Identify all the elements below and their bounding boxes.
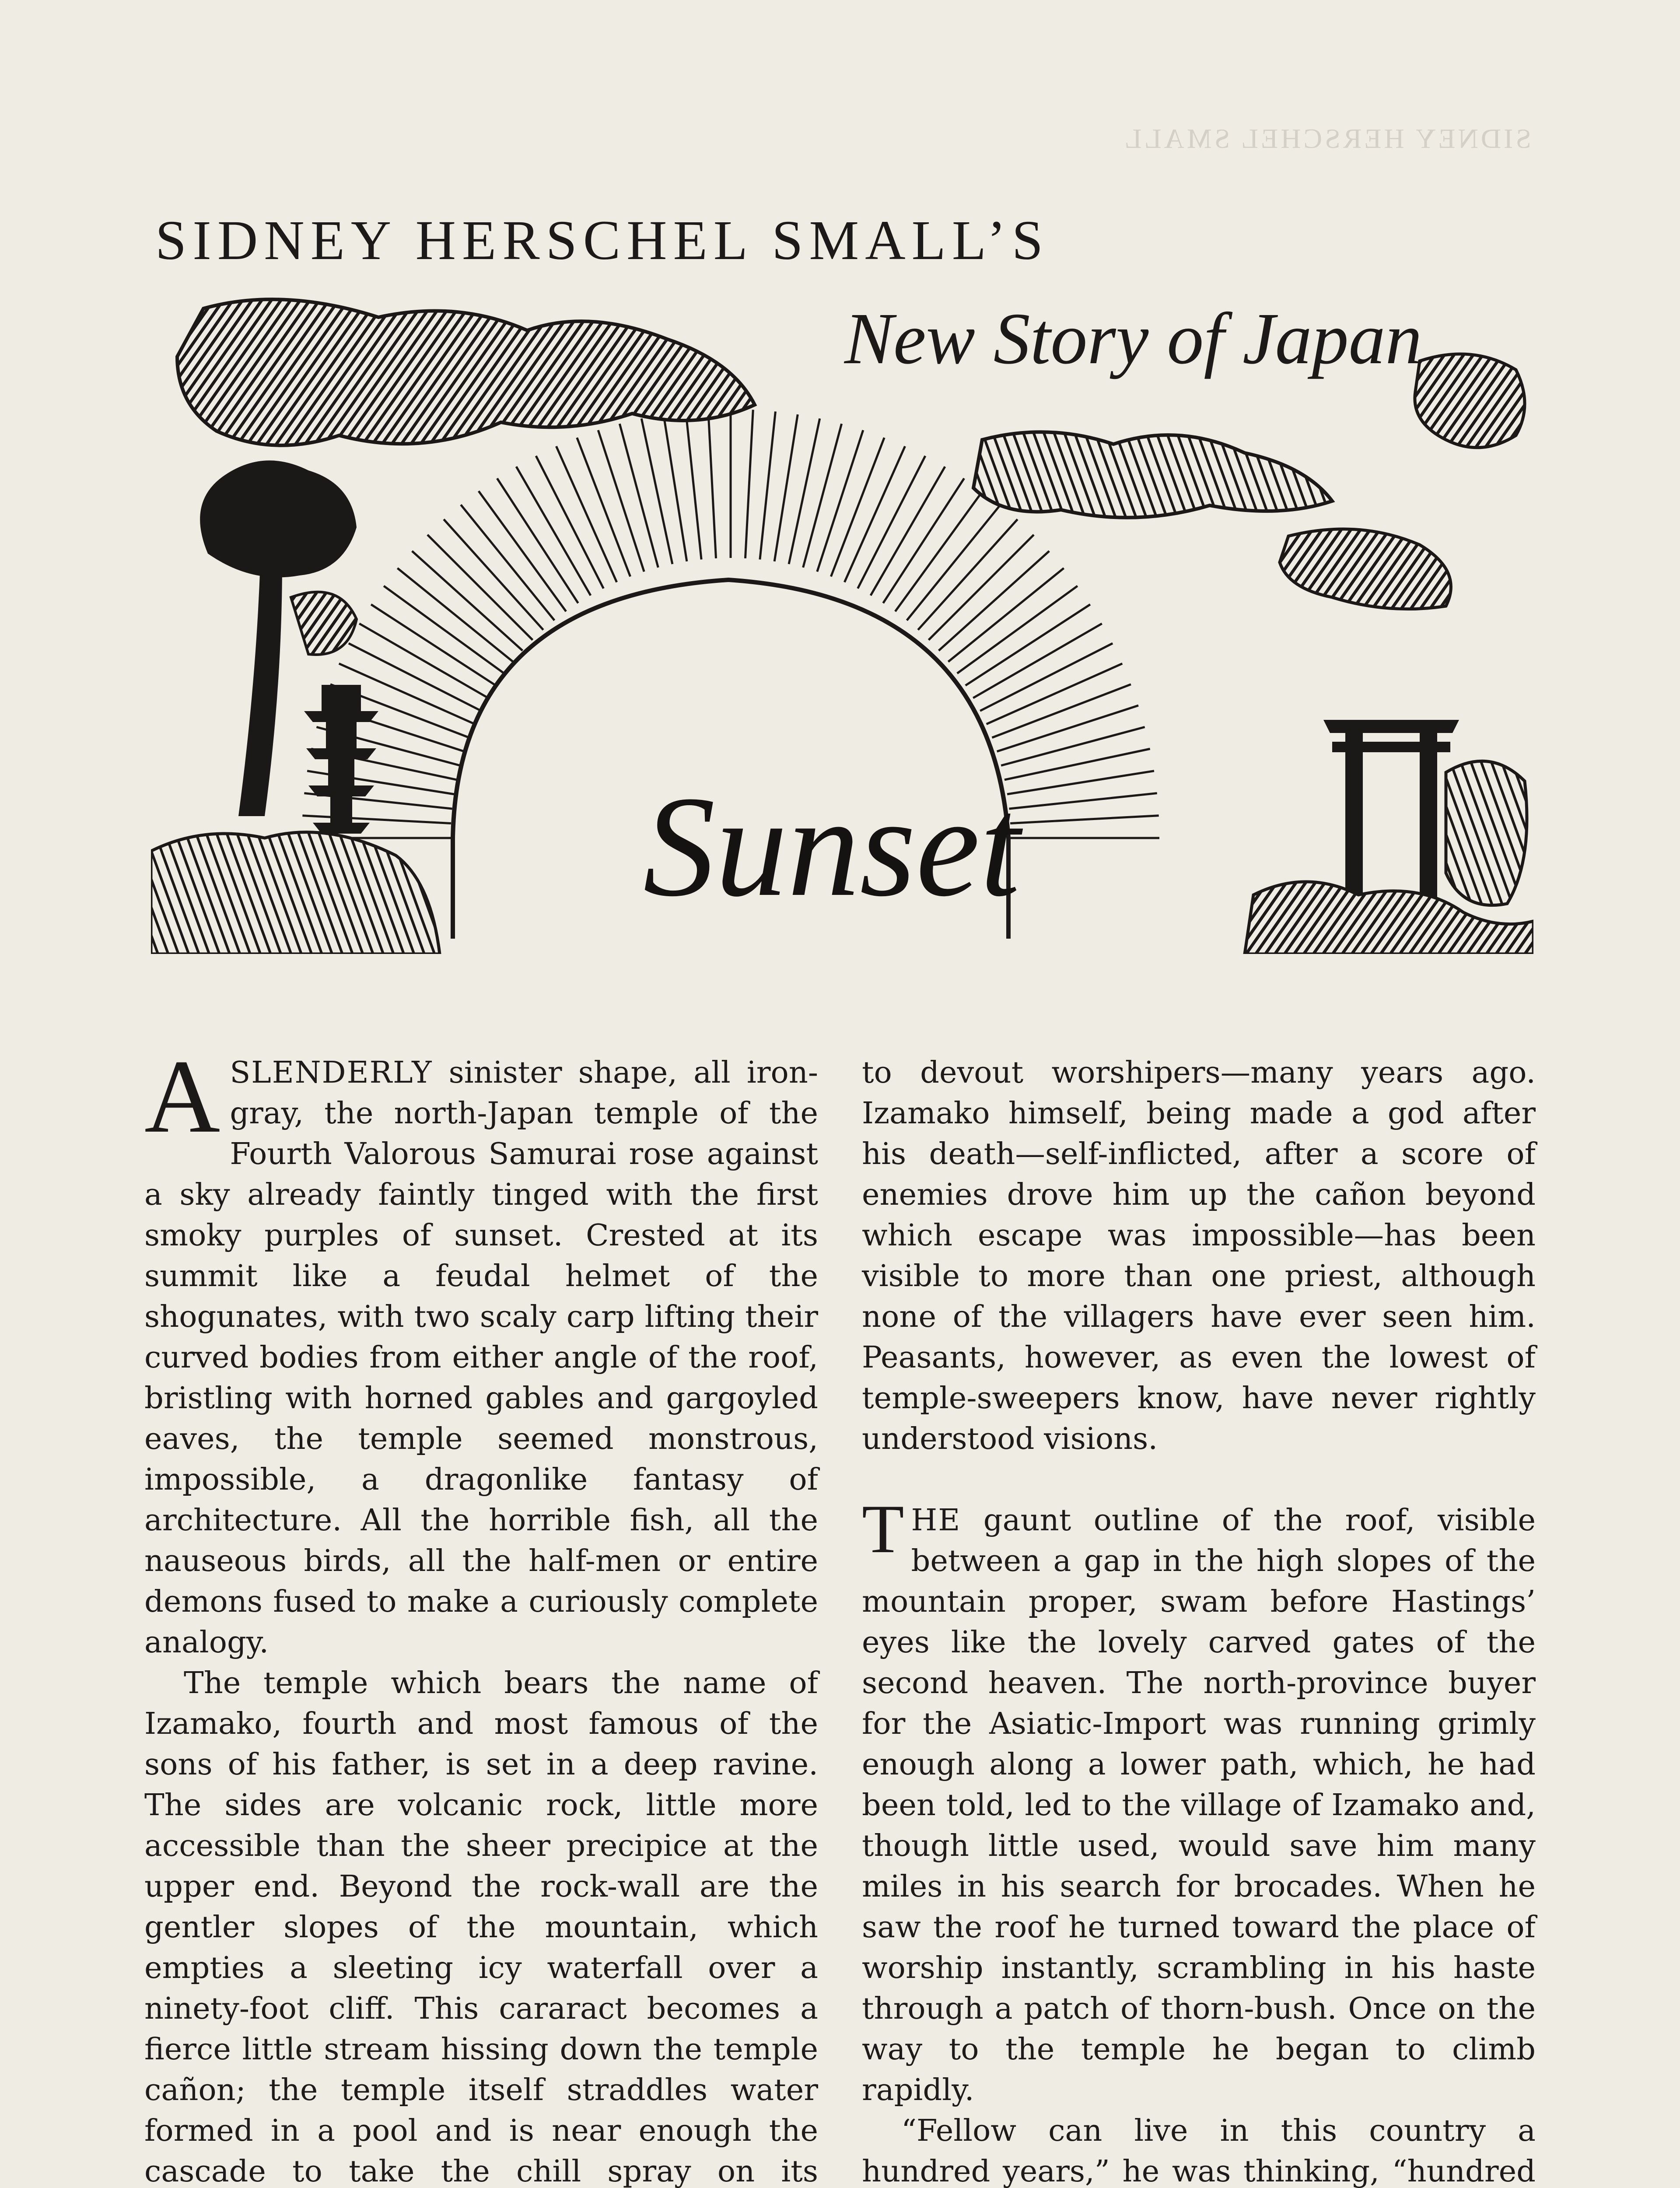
lead-in-smallcaps: HE (911, 1503, 961, 1538)
left-paragraph-2: The temple which bears the name of Izamako, fourth and most famous of the sons of his father, is set in a deep ravine. The sides are volcanic rock, little more accessible than the sheer precipice at the upper end. Beyond the rock-wall are the gentler slopes of the mountain, which empties a sleeting icy waterfall over a ninety-foot cliff. This cararact becomes a fierce little stream hissing down the temple cañon; the temple itself straddles water formed in a pool and is near enough the cascade to take the chill spray on its (144, 1666, 818, 2188)
lead-in-smallcaps: SLENDERLY (230, 1055, 433, 1090)
author-title: SIDNEY HERSCHEL SMALL’S (155, 209, 1050, 271)
right-paragraph-1: to devout worshipers—many years ago. Izamako himself, being made a god after his death—self-inflicted, after a score of enemies drove him up the cañon beyond which escape was impossible—has been visible to more than one priest, although none of the villagers have ever seen him. Peasants, however, as even the lowest of temple-sweepers know, have never rightly understood visions. (862, 1055, 1536, 1456)
left-paragraph-1-text: sinister shape, all iron-gray, the north-Japan temple of the Fourth Valorous Samurai rose against a sky already faintly tinged with the first smoky purples of sunset. Crested at its summit like a feudal helmet of the shogunates, with two scaly carp lifting their curved bodies from either angle of the roof, bristling with horned gables and gargoyled eaves, the temple seemed monstrous, impossible, a dragonlike fantasy of architecture. All the horrible fish, all the nauseous birds, all the half-men or entire demons fused to make a curiously complete analogy. (144, 1055, 818, 1660)
drop-cap-a: A (144, 1038, 220, 1154)
story-title: Sunset (643, 767, 1020, 926)
drop-cap-t: T (862, 1491, 904, 1567)
left-paragraph-1 (144, 1038, 818, 1663)
right-paragraph-3: “Fellow can live in this country a hundred years,” he was thinking, “hundred (862, 2113, 1536, 2188)
story-subtitle: New Story of Japan (844, 298, 1422, 379)
right-paragraph-2-text: gaunt outline of the roof, visible between a gap in the high slopes of the mountain proper, swam before Hastings’ eyes like the lovely carved gates of the second heaven. The north-province buyer for the Asiatic-Import was running grimly enough along a lower path, which, he had been told, led to the village of Izamako and, though little used, would save him many miles in his search for brocades. When he saw the roof he turned toward the place of worship instantly, scrambling in his haste through a patch of thorn-bush. Once on the way to the temple he began to climb rapidly. (862, 1503, 1536, 2107)
right-paragraph-2 (862, 1491, 1536, 2111)
left-column (144, 1038, 818, 2188)
bleed-through-text: SIDNEY HERSCHEL SMALL (1122, 123, 1531, 154)
right-column (862, 1052, 1536, 2188)
